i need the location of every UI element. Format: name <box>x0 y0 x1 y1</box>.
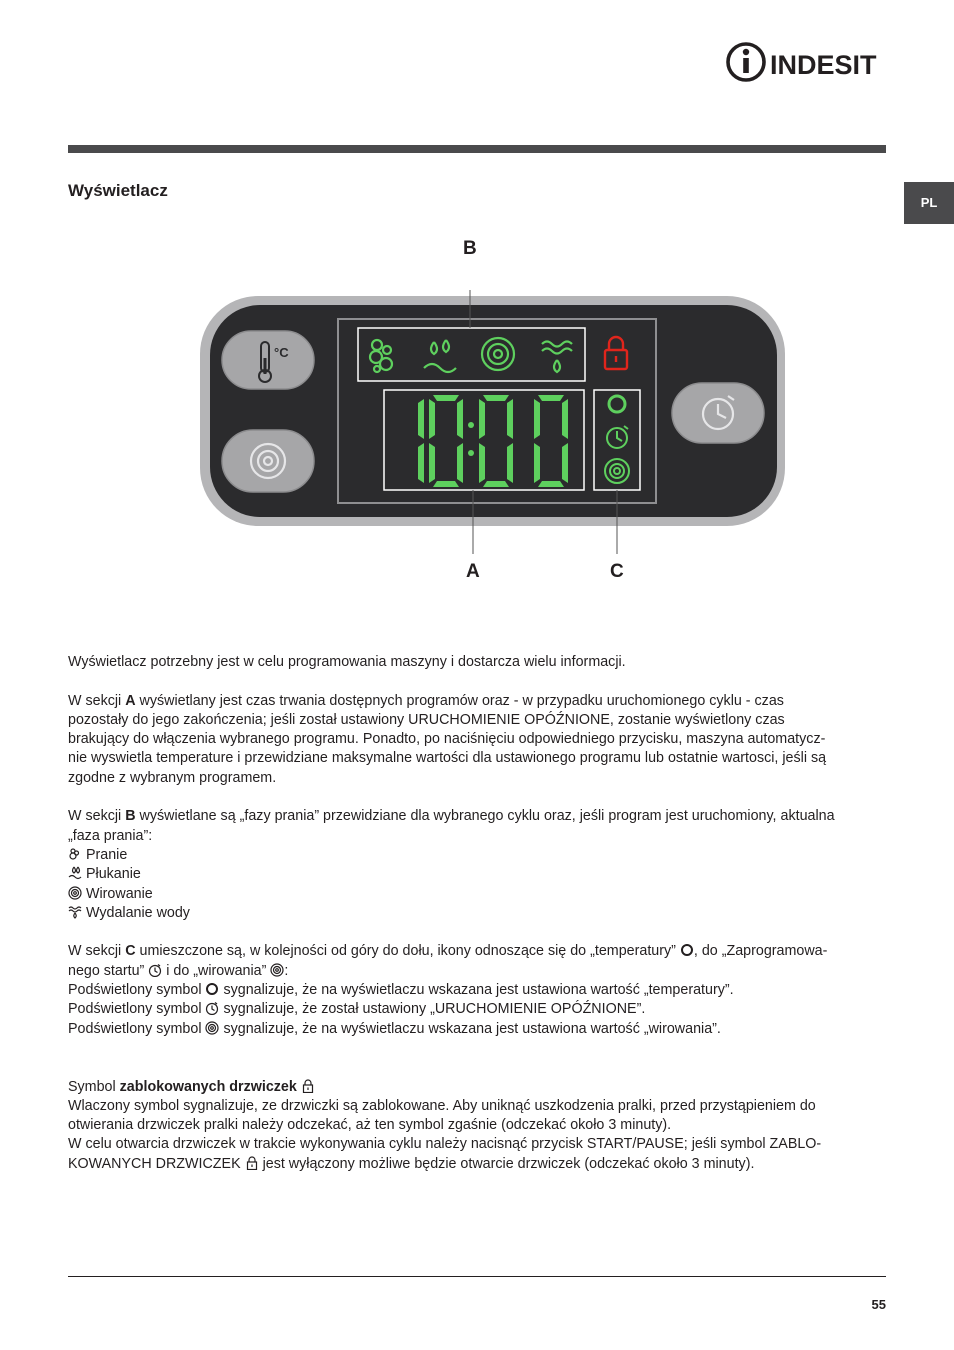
section-c-item: Podświetlony symbol sygnalizuje, że na wyświetlaczu wskazana jest ustawiona wartość „wirowania”. <box>68 1020 721 1037</box>
lock-paragraph: Symbol zablokowanych drzwiczek Wlaczony symbol sygnalizuje, ze drzwiczki są zablokowane. Aby uniknąć uszkodzenia pralki, przed przystąpieniem do otwierania drzwiczek pralki należy odczekać, aż ten symbol zgaśnie (odczekać około 3 minuty). W celu otwarcia drzwiczek w trakcie wykonywania cyklu należy nacisnąć przycisk START/PAUSE; jeśli symbol ZABLO- KOWANYCH DRZWICZEK jest wyłączony możliwe będzie otwarcie drzwiczek (odczekać około 3 minuty). <box>68 1078 822 1172</box>
intro-paragraph: Wyświetlacz potrzebny jest w celu programowania maszyny i dostarcza wielu informacji. <box>68 654 626 670</box>
temperature-button[interactable] <box>222 331 314 389</box>
indesit-logo <box>726 40 886 84</box>
phase-item: Wydalanie wody <box>68 904 886 923</box>
drain-icon <box>68 905 82 919</box>
header-rule <box>68 145 886 153</box>
phase-item: Płukanie <box>68 865 886 884</box>
colon-top <box>468 422 474 428</box>
spin-icon <box>205 1021 219 1035</box>
colon-bottom <box>468 450 474 456</box>
section-c-item: Podświetlony symbol sygnalizuje, że został ustawiony „URUCHOMIENIE OPÓŹNIONE”. <box>68 1001 646 1018</box>
spin-icon <box>68 886 82 900</box>
temperature-circle-icon <box>680 943 694 957</box>
phase-item: Wirowanie <box>68 885 886 904</box>
door-lock-icon <box>245 1156 259 1170</box>
callout-b: B <box>463 238 477 259</box>
delay-timer-icon <box>205 1001 219 1015</box>
section-c-paragraph: W sekcji C umieszczone są, w kolejności od góry do dołu, ikony odnoszące się do „temperatury” , do „Zaprogramowa- nego startu” i do „wirowania” : <box>68 943 828 979</box>
display-panel-diagram <box>196 290 792 580</box>
delay-start-button[interactable] <box>672 383 764 443</box>
wash-icon <box>68 847 82 861</box>
door-lock-icon <box>301 1079 315 1093</box>
phase-item: Pranie <box>68 846 886 865</box>
section-a-paragraph: W sekcji A wyświetlany jest czas trwania dostępnych programów oraz - w przypadku uruchomionego cyklu - czas pozostały do jego zakończenia; jeśli został ustawiony URUCHOMIENIE OPÓŹNIONE, zostanie wyświetlony czas brakujący do włączenia wybranego programu. Ponadto, po naciśnięciu odpowiedniego przycisku, maszyna automatycz- nie wyswietla temperature i przewidziane maksymalne wartości dla ustawionego programu lub ostatnie wartosci, jeśli są zgodne z wybranym programem. <box>68 692 827 786</box>
section-title: Wyświetlacz <box>68 181 168 200</box>
section-b-paragraph: W sekcji B wyświetlane są „fazy prania” przewidziane dla wybranego cyklu oraz, jeśli program jest uruchomiony, aktualna „faza prania”: <box>68 808 835 844</box>
delay-timer-icon <box>148 963 162 977</box>
callout-c: C <box>610 561 624 582</box>
brand-name: INDESIT <box>770 50 877 80</box>
page-number: 55 <box>871 1297 886 1312</box>
spin-button[interactable] <box>222 430 314 492</box>
footer-rule <box>68 1276 886 1277</box>
body-text <box>68 653 886 1174</box>
spin-icon <box>270 963 284 977</box>
language-tab: PL <box>904 182 954 224</box>
temperature-unit: °C <box>274 345 289 360</box>
callout-a: A <box>466 561 480 582</box>
rinse-icon <box>68 866 82 880</box>
section-c-item: Podświetlony symbol sygnalizuje, że na wyświetlaczu wskazana jest ustawiona wartość „temperatury”. <box>68 982 734 999</box>
temperature-circle-icon <box>205 982 219 996</box>
